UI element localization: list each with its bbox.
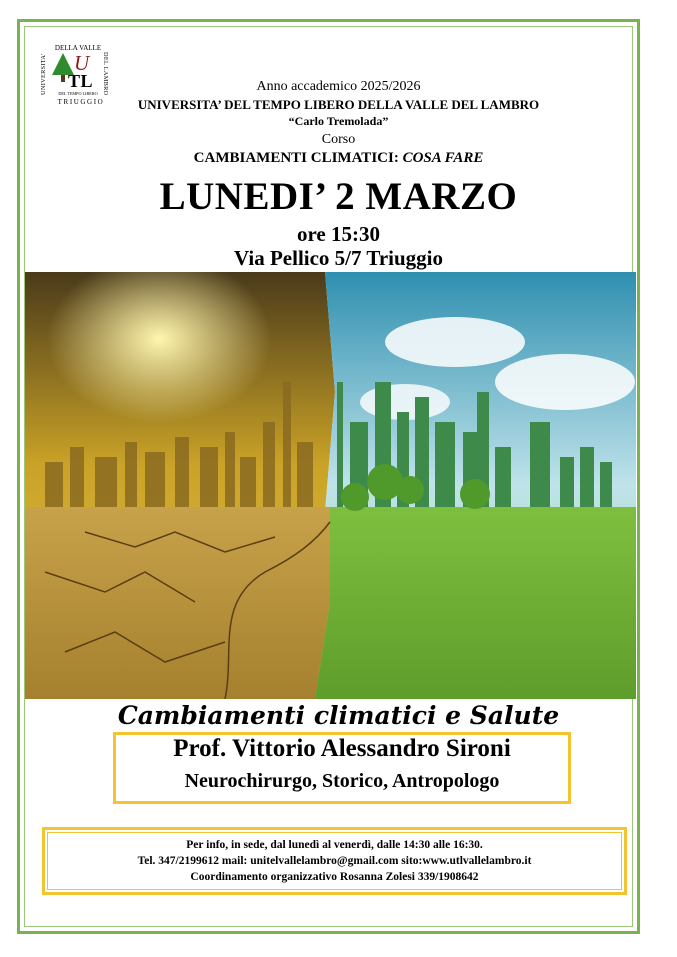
info-box bbox=[42, 827, 627, 895]
info-coordinator: Coordinamento organizzativo Rosanna Zolesi 339/1908642 bbox=[190, 871, 479, 883]
course-title bbox=[0, 150, 677, 167]
info-contacts: Tel. 347/2199612 mail: unitelvallelambro@gmail.com sito:www.utlvallelambro.it bbox=[137, 855, 532, 867]
university-name: UNIVERSITA’ DEL TEMPO LIBERO DELLA VALLE DEL LAMBRO bbox=[137, 97, 540, 112]
academic-year: Anno accademico 2025/2026 bbox=[256, 79, 421, 94]
climate-image bbox=[25, 272, 636, 699]
logo-left-text: UNIVERSITA' bbox=[40, 53, 47, 95]
logo-tl: TL bbox=[68, 71, 94, 91]
logo-right-text: DEL LAMBRO bbox=[102, 52, 109, 96]
info-hours: Per info, in sede, dal lunedì al venerdì, dalle 14:30 alle 16:30. bbox=[186, 839, 483, 851]
event-time: ore 15:30 bbox=[296, 222, 380, 246]
lecture-topic: Cambiamenti climatici e Salute bbox=[117, 701, 560, 730]
speaker-box-border-bottom bbox=[113, 801, 571, 804]
logo-top-text: DELLA VALLE bbox=[54, 44, 102, 52]
speaker-role: Neurochirurgo, Storico, Antropologo bbox=[184, 770, 500, 792]
dedication: “Carlo Tremolada” bbox=[288, 114, 389, 128]
event-date: LUNEDI’ 2 MARZO bbox=[159, 175, 518, 218]
speaker-name: Prof. Vittorio Alessandro Sironi bbox=[173, 735, 511, 762]
course-title-italic: COSA FARE bbox=[402, 150, 484, 166]
logo-town: TRIUGGIO bbox=[57, 98, 105, 106]
logo-small-text: DEL TEMPO LIBERO bbox=[58, 91, 98, 96]
course-title-main: CAMBIAMENTI CLIMATICI: bbox=[193, 150, 403, 166]
course-label: Corso bbox=[321, 132, 356, 147]
logo-u: U bbox=[74, 51, 90, 75]
event-place: Via Pellico 5/7 Triuggio bbox=[233, 246, 443, 270]
speaker-box bbox=[113, 732, 571, 804]
